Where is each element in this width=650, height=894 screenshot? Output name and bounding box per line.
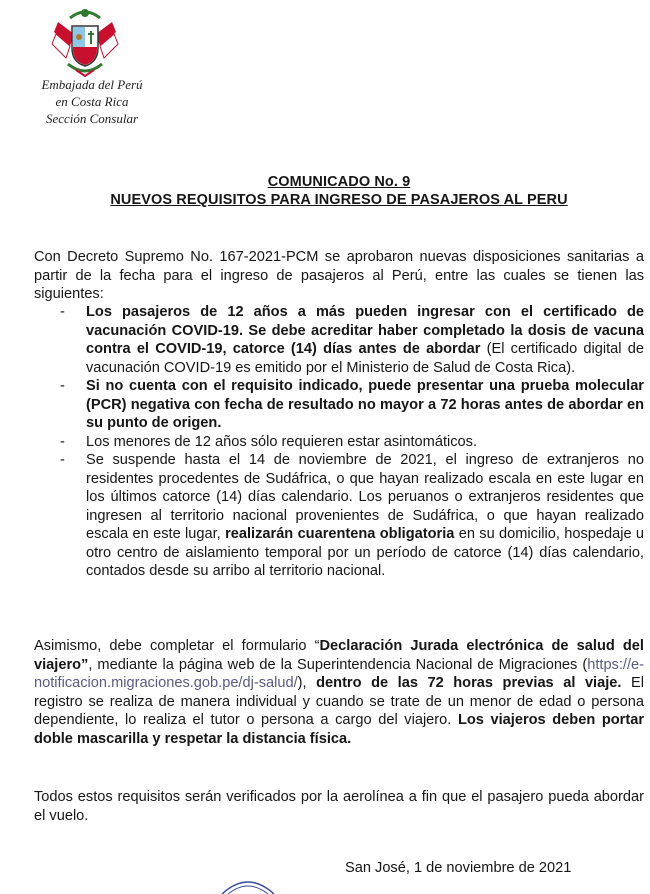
migration-form-paragraph [34, 637, 644, 748]
place-and-date: San José, 1 de noviembre de 2021 [345, 860, 572, 876]
list-item [34, 433, 644, 452]
p2-text-4: El registro se realiza de manera individual y cuando se trate de un menor de edad o persona dependiente, lo realiza el tutor o persona a cargo del viajero. [34, 675, 644, 728]
bullet-dash: - [60, 304, 65, 320]
requirements-list [34, 303, 644, 581]
p2-deadline: dentro de las 72 horas previas al viaje. [316, 675, 622, 691]
bullet-dash: - [60, 378, 65, 394]
communique-number: COMUNICADO No. 9 [267, 174, 411, 190]
bullet-4-text-b: en su domicilio, hospedaje u otro centro de aislamiento temporal por un período de catorce (14) días calendario, contados desde su arribo al territorio nacional. [86, 526, 645, 579]
list-item [34, 377, 644, 433]
peru-coat-of-arms-icon [50, 4, 120, 86]
list-item [34, 303, 644, 377]
bullet-1-text: (El certificado digital de vacunación COVID-19 es emitido por el Ministerio de Salud de Costa Rica). [86, 341, 644, 376]
seal-stamp-icon [218, 874, 278, 894]
migraciones-link[interactable]: https://e-notificacion.migraciones.gob.pe/dj-salud/ [34, 656, 644, 691]
embassy-line-1: Embajada del Perú [41, 77, 143, 92]
p2-text-2: , mediante la página web de la Superintendencia Nacional de Migraciones ( [88, 656, 588, 673]
p2-text-3: ), [297, 675, 317, 691]
embassy-line-2: en Costa Rica [55, 94, 129, 109]
bullet-3-text: Los menores de 12 años sólo requieren estar asintomáticos. [86, 433, 478, 450]
p2-text-1: Asimismo, debe completar el formulario “ [34, 638, 320, 654]
embassy-heading [12, 76, 172, 127]
airline-verification-paragraph: Todos estos requisitos serán verificados por la aerolínea a fin que el pasajero pueda abordar el vuelo. [34, 789, 644, 824]
p2-form-name: Declaración Jurada electrónica de salud del viajero” [34, 638, 644, 673]
intro-paragraph: Con Decreto Supremo No. 167-2021-PCM se aprobaron nuevas disposiciones sanitarias a partir de la fecha para el ingreso de pasajeros al Perú, entre las cuales se tienen las siguientes: [34, 249, 644, 302]
bullet-dash: - [60, 433, 65, 450]
bullet-1-bold: Los pasajeros de 12 años a más pueden ingresar con el certificado de vacunación COVID-19. Se debe acreditar haber completado la dosis de vacuna contra el COVID-19, catorce (14) días antes de abordar [86, 304, 644, 357]
bullet-4-bold: realizarán cuarentena obligatoria [225, 526, 455, 542]
bullet-dash: - [60, 452, 65, 468]
bullet-4-text-a: Se suspende hasta el 14 de noviembre de 2021, el ingreso de extranjeros no residentes procedentes de Sudáfrica, o que hayan realizado escala en este lugar en los últimos catorce (14) días calendario. Los peruanos o extranjeros residentes que ingresen al territorio nacional provenientes de Sudáfrica, o que hayan realizado escala en este lugar, [86, 452, 644, 542]
list-item [34, 451, 644, 581]
embassy-line-3: Sección Consular [45, 111, 139, 126]
communique-title: NUEVOS REQUISITOS PARA INGRESO DE PASAJEROS AL PERU [110, 192, 568, 208]
bullet-2-bold: Si no cuenta con el requisito indicado, puede presentar una prueba molecular (PCR) negativa con fecha de resultado no mayor a 72 horas antes de abordar en su punto de origen. [86, 378, 644, 431]
p2-mask-requirement: Los viajeros deben portar doble mascarilla y respetar la distancia física. [34, 712, 644, 747]
